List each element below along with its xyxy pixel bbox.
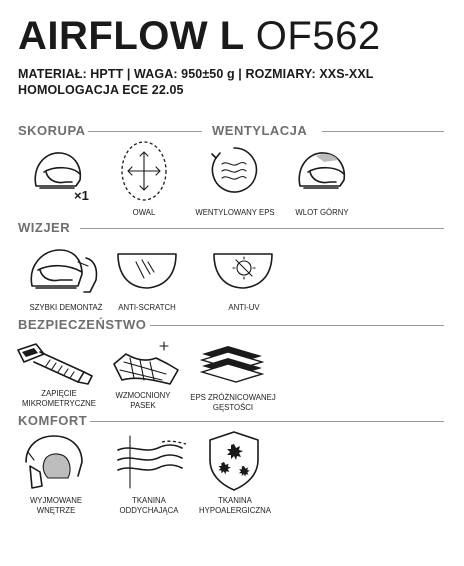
spec-block (18, 66, 374, 98)
section-rule-visor (80, 228, 444, 229)
reinforced-strap-label: WZMOCNIONY PASEK (115, 391, 171, 410)
model-name: AIRFLOW L (18, 14, 245, 58)
ventilated-eps-icon (208, 144, 260, 196)
section-title-ventilation: WENTYLACJA (212, 123, 308, 138)
section-title-shell: SKORUPA (18, 123, 86, 138)
ventilated-eps-label: WENTYLOWANY EPS (195, 208, 275, 217)
multi-density-eps-label: EPS ZRÓŻNICOWANEJ GĘSTOŚCI (190, 393, 276, 412)
section-title-visor: WIZJER (18, 220, 71, 235)
section-rule-ventilation (322, 131, 444, 132)
removable-liner-label: WYJMOWANE WNĘTRZE (29, 496, 83, 515)
breathable-fabric-icon (112, 432, 188, 492)
top-vent-label: WLOT GÓRNY (295, 208, 349, 217)
section-title-comfort: KOMFORT (18, 413, 88, 428)
anti-uv-label: ANTI-UV (228, 303, 260, 312)
micrometric-buckle-icon (14, 340, 96, 386)
micrometric-buckle-label: ZAPIĘCIE MIKROMETRYCZNE (22, 389, 96, 408)
breathable-fabric-label: TKANINA ODDYCHAJĄCA (119, 496, 179, 515)
multi-density-eps-icon (198, 344, 266, 386)
top-vent-icon (294, 148, 350, 200)
spec-line-materials: MATERIAŁ: HPTT | WAGA: 950±50 g | ROZMIARY: XXS-XXL (18, 67, 374, 81)
anti-scratch-icon (114, 248, 180, 292)
oval-label: OWAL (132, 208, 156, 217)
removable-liner-icon (22, 432, 90, 492)
oval-shape-icon (120, 140, 168, 202)
anti-uv-icon (210, 248, 276, 292)
section-rule-shell (88, 131, 202, 132)
hypoallergenic-fabric-label: TKANINA HYPOALERGICZNA (199, 496, 271, 515)
section-rule-comfort (90, 421, 444, 422)
anti-scratch-label: ANTI-SCRATCH (118, 303, 176, 312)
model-code: OF562 (255, 14, 381, 58)
quick-release-label: SZYBKI DEMONTAŻ (29, 303, 103, 312)
shell-count-badge: ×1 (74, 188, 89, 203)
section-title-safety: BEZPIECZEŃSTWO (18, 317, 147, 332)
quick-release-visor-icon (28, 244, 104, 298)
reinforced-strap-icon (110, 340, 184, 388)
section-rule-safety (150, 325, 444, 326)
hypoallergenic-shield-icon (204, 428, 264, 492)
page-title (18, 14, 381, 58)
spec-line-homologation: HOMOLOGACJA ECE 22.05 (18, 83, 184, 97)
